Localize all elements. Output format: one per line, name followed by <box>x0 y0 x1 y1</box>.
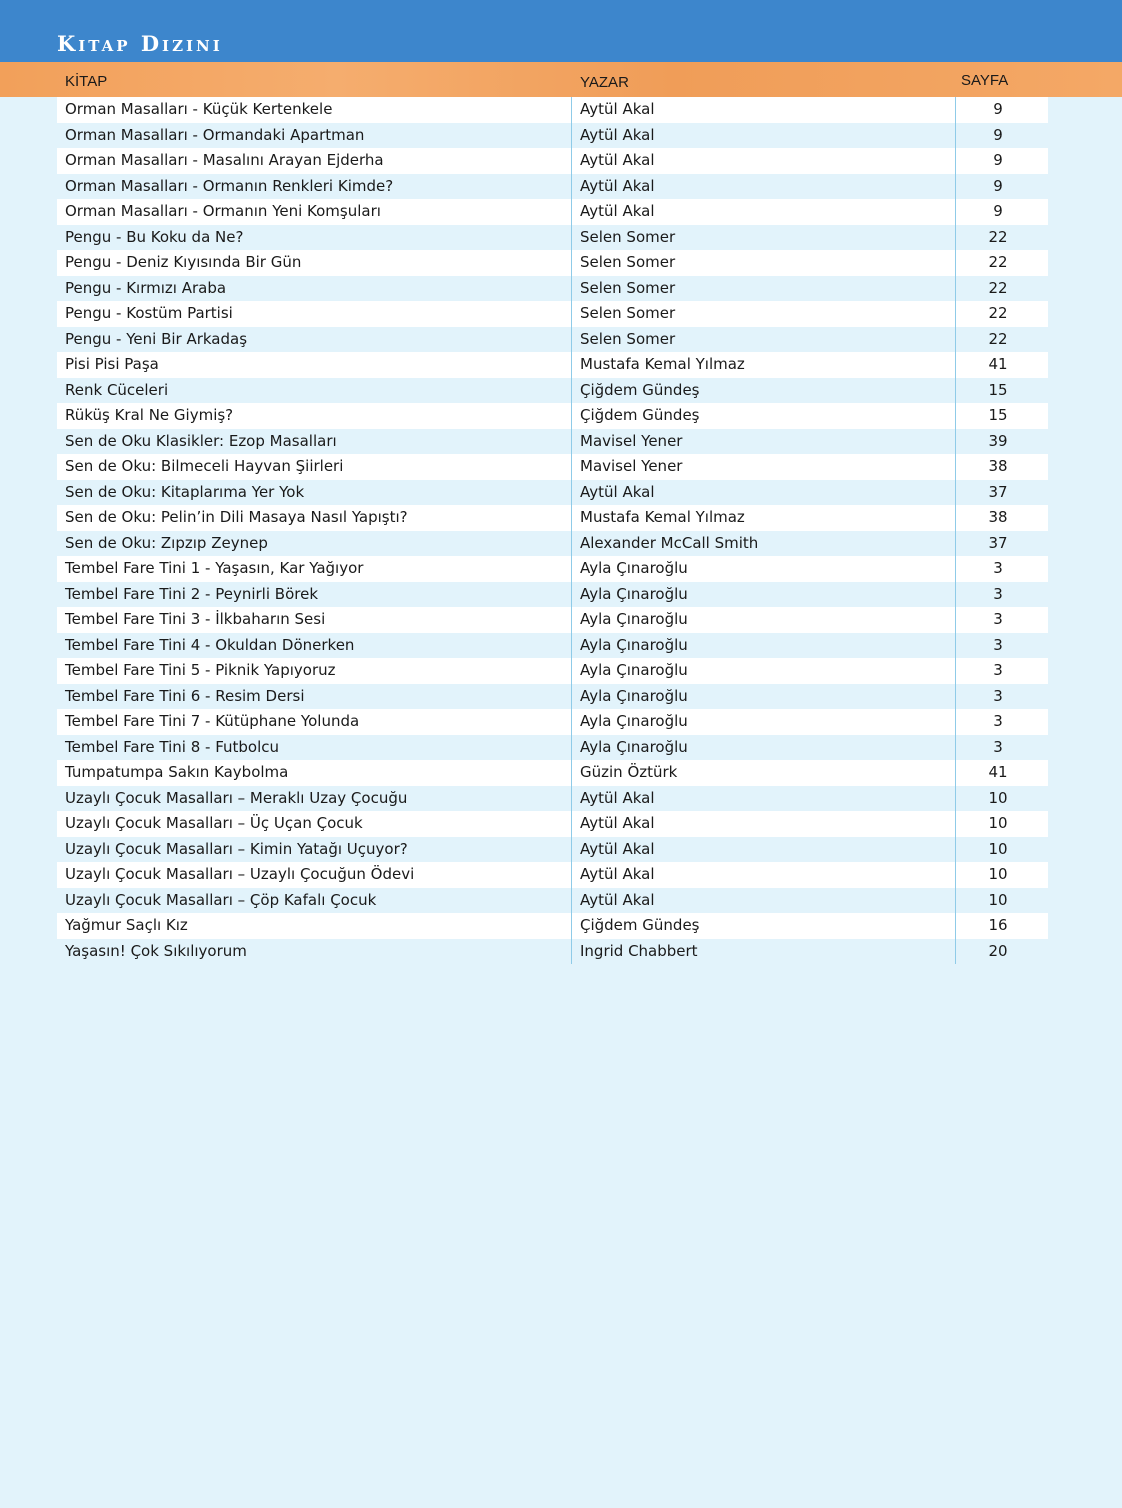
page-number-cell: 22 <box>988 329 1008 348</box>
page-number-cell: 41 <box>988 355 1008 373</box>
table-row <box>57 480 1048 506</box>
page-number-cell: 10 <box>988 788 1008 807</box>
book-title-cell: Orman Masalları - Ormandaki Apartman <box>57 123 572 149</box>
author-cell: Aytül Akal <box>572 888 956 914</box>
book-title-cell: Sen de Oku: Zıpzıp Zeynep <box>57 531 572 557</box>
author-cell: Aytül Akal <box>572 97 956 123</box>
table-row <box>57 760 1048 786</box>
author-cell: Mustafa Kemal Yılmaz <box>572 352 956 378</box>
table-row <box>57 939 1048 965</box>
book-title-cell: Pengu - Kostüm Partisi <box>57 301 572 327</box>
author-cell: Aytül Akal <box>572 123 956 149</box>
table-row <box>57 837 1048 863</box>
author-cell: Çiğdem Gündeş <box>572 378 956 404</box>
book-title-cell: Uzaylı Çocuk Masalları – Çöp Kafalı Çocuk <box>57 888 572 914</box>
page-number-cell: 9 <box>993 100 1003 118</box>
table-row <box>57 658 1048 684</box>
author-cell: Çiğdem Gündeş <box>572 913 956 939</box>
table-row <box>57 97 1048 123</box>
table-row <box>57 505 1048 531</box>
author-cell: Ayla Çınaroğlu <box>572 735 956 761</box>
book-title-cell: Uzaylı Çocuk Masalları – Uzaylı Çocuğun Ödevi <box>57 862 572 888</box>
table-row <box>57 276 1048 302</box>
page-number-cell: 10 <box>988 890 1008 909</box>
table-row <box>57 250 1048 276</box>
author-cell: Ingrid Chabbert <box>572 939 956 965</box>
table-row <box>57 735 1048 761</box>
author-cell: Mavisel Yener <box>572 454 956 480</box>
page-number-cell: 20 <box>988 941 1008 960</box>
author-cell: Ayla Çınaroğlu <box>572 607 956 633</box>
table-row <box>57 888 1048 914</box>
book-title-cell: Sen de Oku: Pelin’in Dili Masaya Nasıl Yapıştı? <box>57 505 572 531</box>
author-cell: Selen Somer <box>572 301 956 327</box>
page-number-cell: 10 <box>988 814 1008 832</box>
page-number-cell: 3 <box>993 635 1003 654</box>
book-title-cell: Tembel Fare Tini 2 - Peynirli Börek <box>57 582 572 608</box>
author-cell: Aytül Akal <box>572 148 956 174</box>
book-title-cell: Yaşasın! Çok Sıkılıyorum <box>57 939 572 965</box>
table-row <box>57 454 1048 480</box>
table-row <box>57 556 1048 582</box>
book-title-cell: Tumpatumpa Sakın Kaybolma <box>57 760 572 786</box>
page-number-cell: 22 <box>988 227 1008 246</box>
page-number-cell: 15 <box>988 380 1008 399</box>
header-page: SAYFA <box>961 72 1009 89</box>
table-row <box>57 811 1048 837</box>
book-title-cell: Yağmur Saçlı Kız <box>57 913 572 939</box>
page-number-cell: 3 <box>993 610 1003 628</box>
page-number-cell: 38 <box>988 457 1008 475</box>
author-cell: Aytül Akal <box>572 199 956 225</box>
table-row <box>57 199 1048 225</box>
author-cell: Alexander McCall Smith <box>572 531 956 557</box>
table-header-bar <box>0 62 1122 97</box>
page-number-cell: 37 <box>988 533 1008 552</box>
table-row <box>57 301 1048 327</box>
table-row <box>57 531 1048 557</box>
book-title-cell: Orman Masalları - Küçük Kertenkele <box>57 97 572 123</box>
page-number-cell: 16 <box>988 916 1008 934</box>
book-title-cell: Tembel Fare Tini 3 - İlkbaharın Sesi <box>57 607 572 633</box>
page-number-cell: 22 <box>988 304 1008 322</box>
table-row <box>57 709 1048 735</box>
table-row <box>57 378 1048 404</box>
page-number-cell: 9 <box>993 176 1003 195</box>
author-cell: Aytül Akal <box>572 862 956 888</box>
table-row <box>57 582 1048 608</box>
author-cell: Ayla Çınaroğlu <box>572 658 956 684</box>
book-title-cell: Uzaylı Çocuk Masalları – Meraklı Uzay Çocuğu <box>57 786 572 812</box>
author-cell: Ayla Çınaroğlu <box>572 709 956 735</box>
page-number-cell: 3 <box>993 559 1003 577</box>
page-number-cell: 9 <box>993 202 1003 220</box>
author-cell: Selen Somer <box>572 225 956 251</box>
page-title: Kitap Dizini <box>57 31 223 56</box>
table-row <box>57 862 1048 888</box>
header-author: YAZAR <box>580 74 629 91</box>
table-row <box>57 225 1048 251</box>
table-row <box>57 403 1048 429</box>
book-title-cell: Sen de Oku Klasikler: Ezop Masalları <box>57 429 572 455</box>
author-cell: Aytül Akal <box>572 811 956 837</box>
book-title-cell: Orman Masalları - Masalını Arayan Ejderha <box>57 148 572 174</box>
table-row <box>57 148 1048 174</box>
page-number-cell: 3 <box>993 712 1003 730</box>
table-row <box>57 633 1048 659</box>
table-row <box>57 327 1048 353</box>
book-title-cell: Tembel Fare Tini 7 - Kütüphane Yolunda <box>57 709 572 735</box>
book-title-cell: Orman Masalları - Ormanın Yeni Komşuları <box>57 199 572 225</box>
book-title-cell: Tembel Fare Tini 5 - Piknik Yapıyoruz <box>57 658 572 684</box>
table-row <box>57 429 1048 455</box>
book-title-cell: Sen de Oku: Kitaplarıma Yer Yok <box>57 480 572 506</box>
page-number-cell: 10 <box>988 839 1008 858</box>
table-row <box>57 786 1048 812</box>
page-number-cell: 9 <box>993 151 1003 169</box>
table-row <box>57 352 1048 378</box>
author-cell: Ayla Çınaroğlu <box>572 684 956 710</box>
author-cell: Aytül Akal <box>572 174 956 200</box>
book-title-cell: Pengu - Kırmızı Araba <box>57 276 572 302</box>
book-title-cell: Sen de Oku: Bilmeceli Hayvan Şiirleri <box>57 454 572 480</box>
author-cell: Aytül Akal <box>572 837 956 863</box>
book-title-cell: Tembel Fare Tini 8 - Futbolcu <box>57 735 572 761</box>
author-cell: Çiğdem Gündeş <box>572 403 956 429</box>
book-index-table <box>57 97 1048 964</box>
table-row <box>57 123 1048 149</box>
author-cell: Aytül Akal <box>572 480 956 506</box>
book-title-cell: Pengu - Bu Koku da Ne? <box>57 225 572 251</box>
book-title-cell: Tembel Fare Tini 1 - Yaşasın, Kar Yağıyor <box>57 556 572 582</box>
book-title-cell: Tembel Fare Tini 6 - Resim Dersi <box>57 684 572 710</box>
table-row <box>57 174 1048 200</box>
table-row <box>57 913 1048 939</box>
author-cell: Mavisel Yener <box>572 429 956 455</box>
page-number-cell: 3 <box>993 686 1003 705</box>
page-number-cell: 39 <box>988 431 1008 450</box>
author-cell: Mustafa Kemal Yılmaz <box>572 505 956 531</box>
page-number-cell: 10 <box>988 865 1008 883</box>
page-number-cell: 3 <box>993 661 1003 679</box>
author-cell: Selen Somer <box>572 276 956 302</box>
author-cell: Ayla Çınaroğlu <box>572 582 956 608</box>
author-cell: Ayla Çınaroğlu <box>572 556 956 582</box>
page-number-cell: 38 <box>988 508 1008 526</box>
author-cell: Ayla Çınaroğlu <box>572 633 956 659</box>
author-cell: Selen Somer <box>572 250 956 276</box>
page-number-cell: 3 <box>993 737 1003 756</box>
book-title-cell: Orman Masalları - Ormanın Renkleri Kimde? <box>57 174 572 200</box>
author-cell: Aytül Akal <box>572 786 956 812</box>
page-number-cell: 3 <box>993 584 1003 603</box>
page-number-cell: 37 <box>988 482 1008 501</box>
book-title-cell: Uzaylı Çocuk Masalları – Üç Uçan Çocuk <box>57 811 572 837</box>
book-title-cell: Renk Cüceleri <box>57 378 572 404</box>
book-title-cell: Pengu - Deniz Kıyısında Bir Gün <box>57 250 572 276</box>
page-number-cell: 15 <box>988 406 1008 424</box>
book-title-cell: Pengu - Yeni Bir Arkadaş <box>57 327 572 353</box>
book-title-cell: Tembel Fare Tini 4 - Okuldan Dönerken <box>57 633 572 659</box>
page-number-cell: 22 <box>988 253 1008 271</box>
page-number-cell: 9 <box>993 125 1003 144</box>
page-number-cell: 41 <box>988 763 1008 781</box>
table-row <box>57 684 1048 710</box>
book-title-cell: Rüküş Kral Ne Giymiş? <box>57 403 572 429</box>
author-cell: Selen Somer <box>572 327 956 353</box>
page-number-cell: 22 <box>988 278 1008 297</box>
table-row <box>57 607 1048 633</box>
header-book: KİTAP <box>65 73 108 90</box>
book-title-cell: Pisi Pisi Paşa <box>57 352 572 378</box>
book-title-cell: Uzaylı Çocuk Masalları – Kimin Yatağı Uçuyor? <box>57 837 572 863</box>
author-cell: Güzin Öztürk <box>572 760 956 786</box>
